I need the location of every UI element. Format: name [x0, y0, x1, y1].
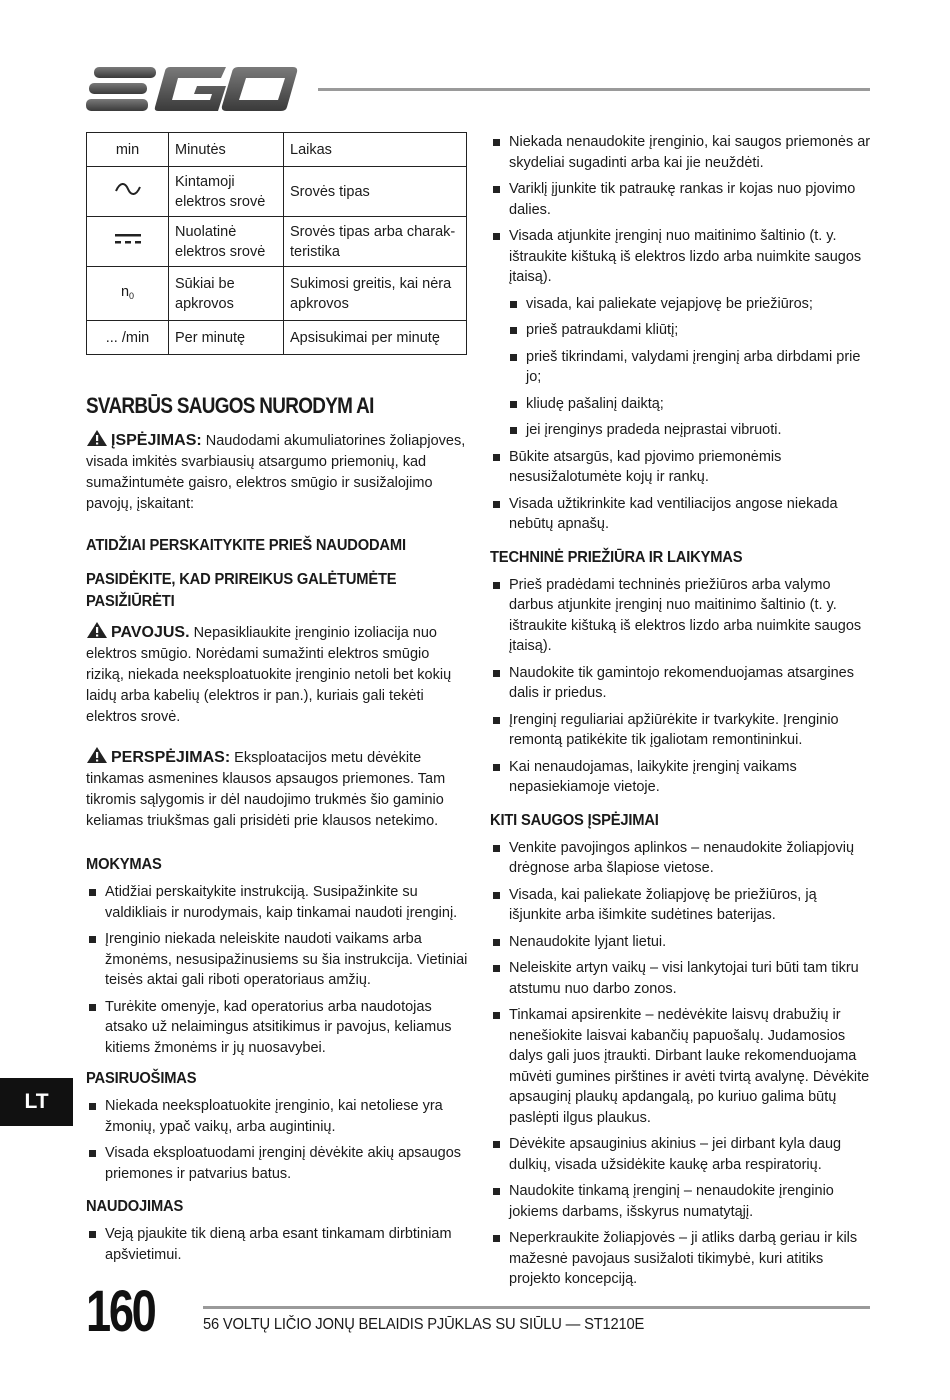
list-item: prieš tikrindami, valydami įrenginį arba dirbdami prie jo; — [490, 347, 872, 388]
operation-heading: NAUDOJIMAS — [86, 1198, 184, 1215]
list-item: Kai nenaudojamas, laikykite įrenginį vaikams nepasiekiamoje vietoje. — [490, 757, 872, 798]
list-item: Būkite atsargūs, kad pjovimo priemonėmis nesusižalotumėte kojų ir rankų. — [490, 447, 872, 488]
footer-rule — [203, 1306, 870, 1309]
meaning-cell: Srovės tipas arba charak-teristika — [284, 217, 467, 267]
footer-title: 56 VOLTŲ LIČIO JONŲ BELAIDIS PJŪKLAS SU SIŪLU — ST1210E — [203, 1316, 645, 1333]
caution-paragraph — [86, 746, 468, 832]
danger-text: Nepasikliaukite įrenginio izoliacija nuo elektros smūgio. Norėdami sumažinti elektros smūgio riziką, niekada neeksploatuokite įrenginio netoli bet kokių laidų arba kabelių (elektros ir pan.), kuriais gali tekėti elektros srovė. — [86, 625, 452, 725]
header-rule — [318, 88, 870, 91]
list-item: kliudę pašalinį daiktą; — [490, 394, 872, 415]
other-warnings-heading: KITI SAUGOS ĮSPĖJIMAI — [490, 811, 659, 829]
list-item: Įrenginio niekada neleiskite naudoti vaikams arba žmonėms, nesusipažinusiems su šia instrukcija. Vietiniai teisės aktai gali riboti operatoriaus amžių. — [86, 929, 468, 991]
list-item: Įrenginį reguliariai apžiūrėkite ir tvarkykite. Įrenginio remontą patikėkite tik įgaliotam remontininkui. — [490, 710, 872, 751]
list-item: visada, kai paliekate vejapjovę be priežiūros; — [490, 294, 872, 315]
caution-label: PERSPĖJIMAS: — [111, 749, 231, 766]
section-title: SVARBŪS SAUGOS NURODYM AI — [86, 393, 374, 418]
list-item: Tinkamai apsirenkite – nedėvėkite laisvų drabužių ir nenešiokite laisvai kabančių papuošalų. Judamosios dalys gali juos įtraukti. Dirbant lauke rekomenduojama mūvėti gumines pirštines ir avėti tvirtą avalynę. Dėvėkite apsauginį plaukų apdangalą, po kuriuo galima būtų paslėpti ilgus plaukus. — [490, 1005, 872, 1128]
list-item: Niekada nenaudokite įrenginio, kai saugos priemonės ar skydeliai sugadinti arba kai jie neuždėti. — [490, 132, 872, 173]
page-number: 160 — [86, 1279, 155, 1344]
disconnect-sub-list — [490, 294, 872, 441]
list-item: Visada užtikrinkite kad ventiliacijos angose niekada nebūtų apnašų. — [490, 494, 872, 535]
read-before-heading: ATIDŽIAI PERSKAITYKITE PRIEŠ NAUDODAMI — [86, 537, 406, 554]
meaning-cell: Laikas — [284, 133, 467, 167]
meaning-cell: Apsisukimai per minutę — [284, 321, 467, 355]
table-row — [87, 267, 467, 321]
list-item: Visada eksploatuodami įrenginį dėvėkite akių apsaugos priemones ir patvarius batus. — [86, 1143, 468, 1184]
alternating-current-icon — [87, 167, 169, 217]
list-item: Nenaudokite lyjant lietui. — [490, 932, 872, 953]
list-item: Visada, kai paliekate žoliapjovę be priežiūros, ją išjunkite arba išimkite sudėtines baterijas. — [490, 885, 872, 926]
warning-triangle-icon — [86, 746, 108, 764]
left-column — [86, 132, 468, 1271]
list-item: Niekada neeksploatuokite įrenginio, kai netoliese yra žmonių, ypač vaikų, arba augintinių. — [86, 1096, 468, 1137]
direct-current-icon — [87, 217, 169, 267]
preparation-heading: PASIRUOŠIMAS — [86, 1070, 197, 1087]
table-row — [87, 217, 467, 267]
operation-list — [86, 1224, 468, 1265]
operation-list-end — [490, 447, 872, 535]
other-warnings-list — [490, 838, 872, 1290]
language-tab: LT — [0, 1078, 73, 1126]
training-heading: MOKYMAS — [86, 856, 162, 873]
warning-paragraph — [86, 429, 468, 515]
preparation-list — [86, 1096, 468, 1184]
list-item: Venkite pavojingos aplinkos – nenaudokite žoliapjovių drėgnose arba šlapiose vietose. — [490, 838, 872, 879]
table-row — [87, 133, 467, 167]
warning-text: Naudodami akumuliatorines žoliapjoves, visada imkitės svarbiausių atsargumo priemonių, kad sumažintumėte gaisro, elektros smūgio ir susižalojimo pavojų, įskaitant: — [86, 433, 466, 512]
list-item: Neleiskite artyn vaikų – visi lankytojai turi būti tam tikru atstumu nuo darbo zonos. — [490, 958, 872, 999]
training-list — [86, 882, 468, 1058]
meaning-cell: Srovės tipas — [284, 167, 467, 217]
name-cell: Sūkiai be apkrovos — [169, 267, 284, 321]
ego-logo-graphic — [86, 64, 298, 114]
list-item: Naudokite tik gamintojo rekomenduojamas atsargines dalis ir priedus. — [490, 663, 872, 704]
warning-triangle-icon — [86, 621, 108, 639]
symbol-cell: min — [87, 133, 169, 167]
table-row — [87, 167, 467, 217]
list-item: Naudokite tinkamą įrenginį – nenaudokite įrenginio jokiems darbams, išskyrus numatytąjį. — [490, 1181, 872, 1222]
maintenance-heading: TECHNINĖ PRIEŽIŪRA IR LAIKYMAS — [490, 548, 743, 566]
danger-paragraph — [86, 621, 468, 728]
keep-heading-line1: PASIDĖKITE, KAD PRIREIKUS GALĖTUMĖTE — [86, 571, 397, 588]
ego-logo — [86, 64, 298, 114]
caution-text: Eksploatacijos metu dėvėkite tinkamas asmenines klausos apsaugos priemones. Tam tikromis sąlygomis ir dėl naudojimo trukmės šio gaminio keliamas triukšmas gali prisidėti prie klausos netekimo. — [86, 750, 446, 829]
list-item: Neperkraukite žoliapjovės – ji atliks darbą geriau ir kils mažesnė pavojaus susižaloti tikimybė, kuri atitiks projekto koncepciją. — [490, 1228, 872, 1290]
list-item: jei įrenginys pradeda neįprastai vibruoti. — [490, 420, 872, 441]
name-cell: Per minutę — [169, 321, 284, 355]
list-item: Visada atjunkite įrenginį nuo maitinimo šaltinio (t. y. ištraukite kištuką iš elektros lizdo arba nuimkite saugos įtaisą). — [490, 226, 872, 288]
table-row — [87, 321, 467, 355]
list-item: Atidžiai perskaitykite instrukciją. Susipažinkite su valdikliais ir nurodymais, kaip tinkamai naudoti įrenginį. — [86, 882, 468, 923]
meaning-cell: Sukimosi greitis, kai nėra apkrovos — [284, 267, 467, 321]
list-item: Variklį įjunkite tik patraukę rankas ir kojas nuo pjovimo dalies. — [490, 179, 872, 220]
symbol-cell: $n_0$ — [87, 267, 169, 321]
danger-label: PAVOJUS. — [111, 624, 190, 641]
warning-label: ĮSPĖJIMAS: — [111, 432, 202, 449]
name-cell: Minutės — [169, 133, 284, 167]
list-item: Dėvėkite apsauginius akinius – jei dirbant kyla daug dulkių, visada užsidėkite kaukę arba respiratorių. — [490, 1134, 872, 1175]
list-item: prieš patraukdami kliūtį; — [490, 320, 872, 341]
list-item: Veją pjaukite tik dieną arba esant tinkamam dirbtiniam apšvietimui. — [86, 1224, 468, 1265]
right-column — [490, 132, 872, 1296]
operation-list-continued — [490, 132, 872, 288]
name-cell: Nuolatinė elektros srovė — [169, 217, 284, 267]
keep-heading-line2: PASIŽIŪRĖTI — [86, 593, 175, 610]
symbol-cell: ... /min — [87, 321, 169, 355]
maintenance-list — [490, 575, 872, 798]
name-cell: Kintamoji elektros srovė — [169, 167, 284, 217]
symbols-table — [86, 132, 467, 355]
list-item: Turėkite omenyje, kad operatorius arba naudotojas atsako už nelaimingus atsitikimus ir pavojus, keliamus kitiems žmonėms ir jų nuosavybei. — [86, 997, 468, 1059]
warning-triangle-icon — [86, 429, 108, 447]
list-item: Prieš pradėdami techninės priežiūros arba valymo darbus atjunkite įrenginį nuo maitinimo šaltinio (t. y. ištraukite kištuką iš elektros lizdo arba nuimkite saugos įtaisą). — [490, 575, 872, 657]
